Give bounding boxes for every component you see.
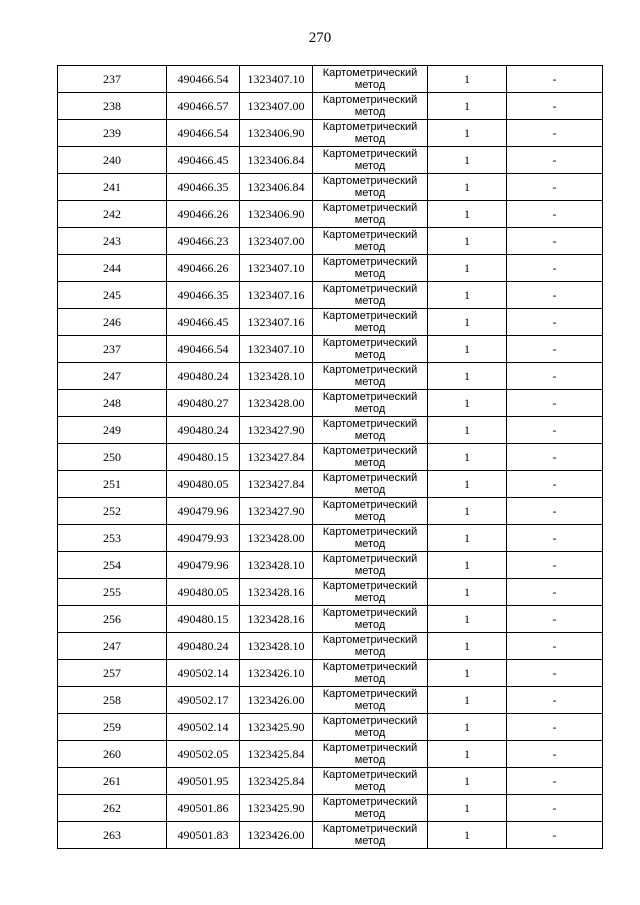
coordinates-table-body [58, 66, 603, 849]
accuracy-cell: 1 [428, 633, 507, 660]
note-cell: - [507, 336, 603, 363]
table-row [58, 525, 603, 552]
note-cell: - [507, 417, 603, 444]
table-row [58, 795, 603, 822]
accuracy-cell: 1 [428, 363, 507, 390]
table-row [58, 471, 603, 498]
x-coordinate-cell: 490502.17 [167, 687, 240, 714]
note-cell: - [507, 174, 603, 201]
table-row [58, 579, 603, 606]
method-text: Картометрический метод [322, 147, 418, 172]
x-coordinate-cell: 490466.35 [167, 282, 240, 309]
point-number-cell: 250 [58, 444, 167, 471]
table-row [58, 714, 603, 741]
x-coordinate-cell: 490501.86 [167, 795, 240, 822]
method-cell [313, 633, 428, 660]
method-text: Картометрический метод [322, 363, 418, 388]
method-text: Картометрический метод [322, 282, 418, 307]
method-cell [313, 687, 428, 714]
method-cell [313, 255, 428, 282]
x-coordinate-cell: 490480.24 [167, 633, 240, 660]
note-cell: - [507, 660, 603, 687]
point-number-cell: 246 [58, 309, 167, 336]
accuracy-cell: 1 [428, 417, 507, 444]
table-row [58, 390, 603, 417]
point-number-cell: 247 [58, 633, 167, 660]
y-coordinate-cell: 1323407.00 [240, 228, 313, 255]
table-row [58, 741, 603, 768]
method-text: Картометрический метод [322, 633, 418, 658]
y-coordinate-cell: 1323426.00 [240, 822, 313, 849]
coordinates-table [57, 65, 603, 849]
point-number-cell: 241 [58, 174, 167, 201]
x-coordinate-cell: 490466.54 [167, 66, 240, 93]
point-number-cell: 258 [58, 687, 167, 714]
table-row [58, 363, 603, 390]
accuracy-cell: 1 [428, 228, 507, 255]
point-number-cell: 242 [58, 201, 167, 228]
note-cell: - [507, 741, 603, 768]
y-coordinate-cell: 1323428.16 [240, 606, 313, 633]
method-text: Картометрический метод [322, 255, 418, 280]
accuracy-cell: 1 [428, 471, 507, 498]
note-cell: - [507, 147, 603, 174]
point-number-cell: 257 [58, 660, 167, 687]
note-cell: - [507, 390, 603, 417]
y-coordinate-cell: 1323406.84 [240, 174, 313, 201]
note-cell: - [507, 228, 603, 255]
y-coordinate-cell: 1323426.00 [240, 687, 313, 714]
y-coordinate-cell: 1323407.00 [240, 93, 313, 120]
table-row [58, 444, 603, 471]
method-text: Картометрический метод [322, 741, 418, 766]
point-number-cell: 255 [58, 579, 167, 606]
method-cell [313, 282, 428, 309]
method-text: Картометрический метод [322, 309, 418, 334]
x-coordinate-cell: 490480.15 [167, 444, 240, 471]
method-text: Картометрический метод [322, 552, 418, 577]
note-cell: - [507, 255, 603, 282]
accuracy-cell: 1 [428, 120, 507, 147]
method-cell [313, 444, 428, 471]
table-row [58, 822, 603, 849]
x-coordinate-cell: 490466.57 [167, 93, 240, 120]
y-coordinate-cell: 1323425.84 [240, 741, 313, 768]
note-cell: - [507, 309, 603, 336]
method-cell [313, 768, 428, 795]
note-cell: - [507, 363, 603, 390]
table-row [58, 228, 603, 255]
x-coordinate-cell: 490480.05 [167, 471, 240, 498]
x-coordinate-cell: 490466.26 [167, 201, 240, 228]
note-cell: - [507, 525, 603, 552]
table-row [58, 309, 603, 336]
method-text: Картометрический метод [322, 201, 418, 226]
note-cell: - [507, 444, 603, 471]
method-cell [313, 174, 428, 201]
method-text: Картометрический метод [322, 687, 418, 712]
method-text: Картометрический метод [322, 525, 418, 550]
method-cell [313, 228, 428, 255]
method-text: Картометрический метод [322, 471, 418, 496]
y-coordinate-cell: 1323407.16 [240, 309, 313, 336]
accuracy-cell: 1 [428, 174, 507, 201]
point-number-cell: 237 [58, 66, 167, 93]
x-coordinate-cell: 490466.23 [167, 228, 240, 255]
note-cell: - [507, 579, 603, 606]
note-cell: - [507, 498, 603, 525]
method-cell [313, 363, 428, 390]
table-row [58, 633, 603, 660]
point-number-cell: 262 [58, 795, 167, 822]
y-coordinate-cell: 1323428.10 [240, 363, 313, 390]
x-coordinate-cell: 490501.83 [167, 822, 240, 849]
method-cell [313, 822, 428, 849]
accuracy-cell: 1 [428, 93, 507, 120]
method-cell [313, 336, 428, 363]
y-coordinate-cell: 1323425.90 [240, 714, 313, 741]
note-cell: - [507, 714, 603, 741]
y-coordinate-cell: 1323406.90 [240, 201, 313, 228]
y-coordinate-cell: 1323428.10 [240, 552, 313, 579]
method-text: Картометрический метод [322, 336, 418, 361]
y-coordinate-cell: 1323428.16 [240, 579, 313, 606]
method-cell [313, 390, 428, 417]
method-text: Картометрический метод [322, 714, 418, 739]
method-text: Картометрический метод [322, 795, 418, 820]
point-number-cell: 259 [58, 714, 167, 741]
note-cell: - [507, 822, 603, 849]
y-coordinate-cell: 1323427.84 [240, 444, 313, 471]
x-coordinate-cell: 490480.15 [167, 606, 240, 633]
note-cell: - [507, 606, 603, 633]
accuracy-cell: 1 [428, 525, 507, 552]
method-text: Картометрический метод [322, 66, 418, 91]
y-coordinate-cell: 1323428.10 [240, 633, 313, 660]
x-coordinate-cell: 490480.27 [167, 390, 240, 417]
y-coordinate-cell: 1323407.10 [240, 66, 313, 93]
y-coordinate-cell: 1323407.16 [240, 282, 313, 309]
note-cell: - [507, 282, 603, 309]
method-text: Картометрический метод [322, 174, 418, 199]
note-cell: - [507, 201, 603, 228]
point-number-cell: 249 [58, 417, 167, 444]
table-row [58, 147, 603, 174]
note-cell: - [507, 795, 603, 822]
method-cell [313, 606, 428, 633]
method-cell [313, 552, 428, 579]
method-text: Картометрический метод [322, 768, 418, 793]
accuracy-cell: 1 [428, 390, 507, 417]
x-coordinate-cell: 490479.96 [167, 552, 240, 579]
note-cell: - [507, 93, 603, 120]
point-number-cell: 253 [58, 525, 167, 552]
point-number-cell: 244 [58, 255, 167, 282]
method-text: Картометрический метод [322, 417, 418, 442]
table-row [58, 66, 603, 93]
point-number-cell: 245 [58, 282, 167, 309]
point-number-cell: 240 [58, 147, 167, 174]
table-row [58, 687, 603, 714]
point-number-cell: 260 [58, 741, 167, 768]
point-number-cell: 252 [58, 498, 167, 525]
accuracy-cell: 1 [428, 309, 507, 336]
accuracy-cell: 1 [428, 282, 507, 309]
method-cell [313, 201, 428, 228]
method-text: Картометрический метод [322, 390, 418, 415]
y-coordinate-cell: 1323425.84 [240, 768, 313, 795]
table-row [58, 120, 603, 147]
method-text: Картометрический метод [322, 579, 418, 604]
y-coordinate-cell: 1323427.84 [240, 471, 313, 498]
accuracy-cell: 1 [428, 66, 507, 93]
table-row [58, 768, 603, 795]
point-number-cell: 248 [58, 390, 167, 417]
accuracy-cell: 1 [428, 822, 507, 849]
method-cell [313, 147, 428, 174]
method-cell [313, 525, 428, 552]
x-coordinate-cell: 490466.45 [167, 147, 240, 174]
point-number-cell: 237 [58, 336, 167, 363]
point-number-cell: 263 [58, 822, 167, 849]
method-text: Картометрический метод [322, 120, 418, 145]
y-coordinate-cell: 1323428.00 [240, 390, 313, 417]
table-row [58, 93, 603, 120]
x-coordinate-cell: 490502.14 [167, 714, 240, 741]
method-text: Картометрический метод [322, 93, 418, 118]
method-cell [313, 714, 428, 741]
y-coordinate-cell: 1323407.10 [240, 255, 313, 282]
table-row [58, 201, 603, 228]
accuracy-cell: 1 [428, 687, 507, 714]
method-cell [313, 471, 428, 498]
x-coordinate-cell: 490466.26 [167, 255, 240, 282]
point-number-cell: 251 [58, 471, 167, 498]
y-coordinate-cell: 1323427.90 [240, 417, 313, 444]
accuracy-cell: 1 [428, 201, 507, 228]
table-row [58, 498, 603, 525]
accuracy-cell: 1 [428, 606, 507, 633]
note-cell: - [507, 687, 603, 714]
table-row [58, 552, 603, 579]
note-cell: - [507, 552, 603, 579]
point-number-cell: 254 [58, 552, 167, 579]
table-row [58, 660, 603, 687]
accuracy-cell: 1 [428, 336, 507, 363]
x-coordinate-cell: 490479.93 [167, 525, 240, 552]
accuracy-cell: 1 [428, 768, 507, 795]
table-row [58, 336, 603, 363]
method-cell [313, 93, 428, 120]
point-number-cell: 238 [58, 93, 167, 120]
method-text: Картометрический метод [322, 822, 418, 847]
x-coordinate-cell: 490502.05 [167, 741, 240, 768]
table-row [58, 174, 603, 201]
method-cell [313, 660, 428, 687]
y-coordinate-cell: 1323407.10 [240, 336, 313, 363]
accuracy-cell: 1 [428, 795, 507, 822]
page-number: 270 [308, 30, 332, 46]
method-text: Картометрический метод [322, 498, 418, 523]
y-coordinate-cell: 1323406.84 [240, 147, 313, 174]
accuracy-cell: 1 [428, 552, 507, 579]
method-text: Картометрический метод [322, 606, 418, 631]
accuracy-cell: 1 [428, 498, 507, 525]
y-coordinate-cell: 1323428.00 [240, 525, 313, 552]
method-cell [313, 309, 428, 336]
method-cell [313, 498, 428, 525]
method-text: Картометрический метод [322, 660, 418, 685]
method-text: Картометрический метод [322, 444, 418, 469]
y-coordinate-cell: 1323406.90 [240, 120, 313, 147]
point-number-cell: 247 [58, 363, 167, 390]
method-cell [313, 417, 428, 444]
table-row [58, 255, 603, 282]
point-number-cell: 261 [58, 768, 167, 795]
y-coordinate-cell: 1323425.90 [240, 795, 313, 822]
y-coordinate-cell: 1323427.90 [240, 498, 313, 525]
table-row [58, 606, 603, 633]
accuracy-cell: 1 [428, 147, 507, 174]
x-coordinate-cell: 490480.24 [167, 417, 240, 444]
point-number-cell: 243 [58, 228, 167, 255]
note-cell: - [507, 768, 603, 795]
x-coordinate-cell: 490502.14 [167, 660, 240, 687]
table-row [58, 417, 603, 444]
x-coordinate-cell: 490466.54 [167, 336, 240, 363]
accuracy-cell: 1 [428, 714, 507, 741]
accuracy-cell: 1 [428, 660, 507, 687]
point-number-cell: 256 [58, 606, 167, 633]
method-cell [313, 120, 428, 147]
method-cell [313, 66, 428, 93]
note-cell: - [507, 471, 603, 498]
method-cell [313, 579, 428, 606]
note-cell: - [507, 120, 603, 147]
note-cell: - [507, 66, 603, 93]
note-cell: - [507, 633, 603, 660]
x-coordinate-cell: 490479.96 [167, 498, 240, 525]
x-coordinate-cell: 490466.45 [167, 309, 240, 336]
method-cell [313, 741, 428, 768]
x-coordinate-cell: 490466.35 [167, 174, 240, 201]
accuracy-cell: 1 [428, 255, 507, 282]
accuracy-cell: 1 [428, 444, 507, 471]
method-cell [313, 795, 428, 822]
x-coordinate-cell: 490480.24 [167, 363, 240, 390]
accuracy-cell: 1 [428, 579, 507, 606]
x-coordinate-cell: 490480.05 [167, 579, 240, 606]
point-number-cell: 239 [58, 120, 167, 147]
accuracy-cell: 1 [428, 741, 507, 768]
table-row [58, 282, 603, 309]
y-coordinate-cell: 1323426.10 [240, 660, 313, 687]
x-coordinate-cell: 490466.54 [167, 120, 240, 147]
x-coordinate-cell: 490501.95 [167, 768, 240, 795]
method-text: Картометрический метод [322, 228, 418, 253]
